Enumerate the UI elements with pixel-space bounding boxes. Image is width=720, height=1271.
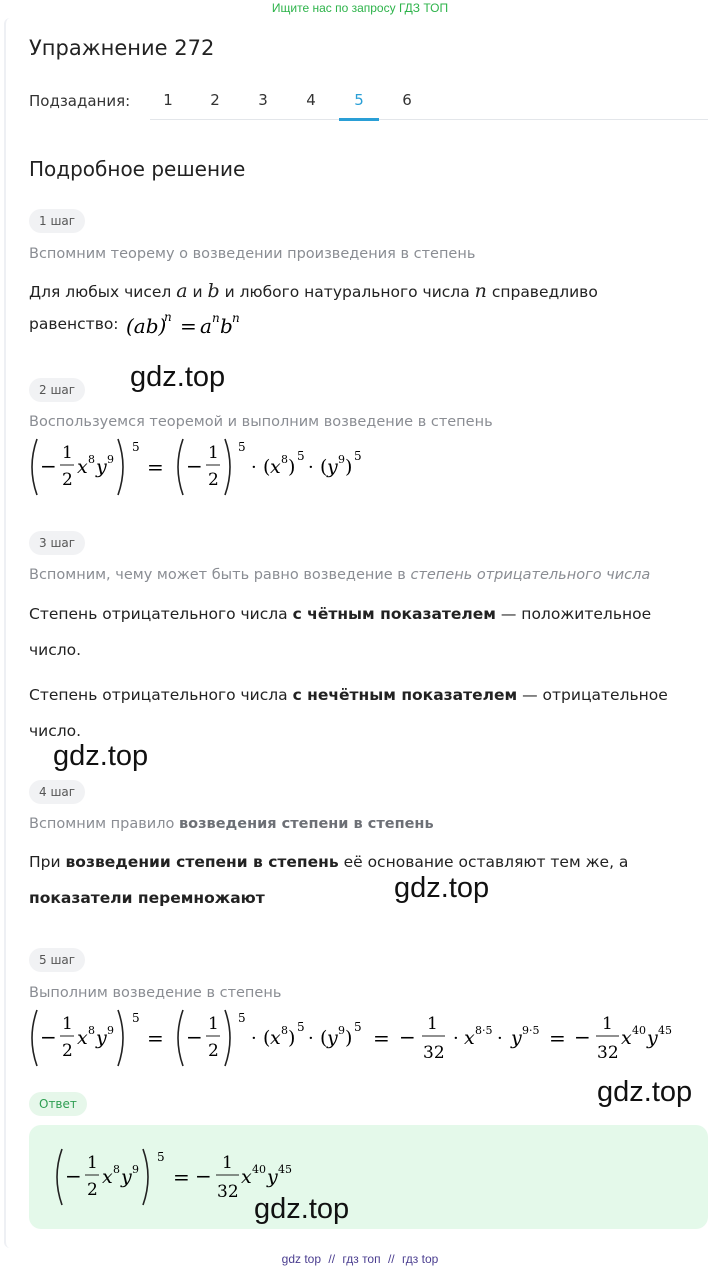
svg-text:): ) xyxy=(288,1027,296,1049)
svg-text:a: a xyxy=(200,314,212,338)
step-3-text-part: — отрицательное xyxy=(517,686,668,704)
svg-text:9: 9 xyxy=(107,1024,114,1037)
svg-text:−: − xyxy=(399,1025,416,1049)
svg-text:x: x xyxy=(464,1027,475,1049)
step-3-text-part: — положительное xyxy=(495,605,652,623)
svg-text:·: · xyxy=(251,457,257,478)
step-1-text-part: Для любых чисел xyxy=(29,283,177,301)
svg-text:32: 32 xyxy=(597,1043,619,1063)
var-n: n xyxy=(474,280,487,302)
svg-text:y: y xyxy=(327,456,338,478)
svg-text:40: 40 xyxy=(252,1163,266,1176)
step-1-text-part: и xyxy=(187,283,208,301)
svg-text:n: n xyxy=(232,311,240,325)
step-3-hint xyxy=(29,567,650,583)
step-3-text-part: число. xyxy=(29,722,82,740)
svg-text:1: 1 xyxy=(208,1014,219,1034)
step-3-hint-italic: степень отрицательного числа xyxy=(410,567,651,583)
svg-text:y: y xyxy=(96,456,107,478)
svg-text:·: · xyxy=(308,457,314,478)
step-2-formula xyxy=(27,433,397,501)
svg-text:5: 5 xyxy=(354,1020,362,1034)
svg-text:=: = xyxy=(180,314,197,338)
svg-text:1: 1 xyxy=(87,1153,98,1173)
svg-text:(: ( xyxy=(263,456,271,478)
step-4-bold: возведении степени в степень xyxy=(65,853,339,871)
watermark: gdz.top xyxy=(254,1193,350,1225)
svg-text:2: 2 xyxy=(208,470,219,490)
svg-text:=: = xyxy=(147,1026,164,1050)
svg-text:32: 32 xyxy=(217,1182,239,1202)
svg-text:−: − xyxy=(186,454,203,478)
subtasks-label: Подзадания: xyxy=(29,92,131,110)
svg-text:y: y xyxy=(267,1166,278,1188)
svg-text:5: 5 xyxy=(132,440,140,454)
svg-text:1: 1 xyxy=(62,1014,73,1034)
step-4-paragraph xyxy=(29,844,689,916)
step-3-hint-text: Вспомним, чему может быть равно возведение в xyxy=(29,567,411,583)
step-4-hint-bold: возведения степени в степень xyxy=(178,816,434,832)
step-1-text-part: справедливо xyxy=(486,283,598,301)
footer-link-3[interactable]: гдз top xyxy=(401,1252,439,1266)
step-1-text-part: равенство: xyxy=(29,315,119,333)
svg-text:·: · xyxy=(251,1028,257,1049)
svg-text:=: = xyxy=(549,1026,566,1050)
step-3-text-part: число. xyxy=(29,641,82,659)
svg-text:9: 9 xyxy=(107,453,114,466)
watermark: gdz.top xyxy=(394,872,490,904)
var-b: b xyxy=(207,280,220,302)
svg-text:·: · xyxy=(497,1028,503,1049)
watermark: gdz.top xyxy=(53,740,149,772)
tab-subtask-2[interactable]: 2 xyxy=(210,91,220,109)
svg-text:9·5: 9·5 xyxy=(522,1024,540,1037)
svg-text:): ) xyxy=(345,456,353,478)
svg-text:y: y xyxy=(647,1027,658,1049)
answer-badge: Ответ xyxy=(29,1092,87,1116)
svg-text:1: 1 xyxy=(208,443,219,463)
svg-text:=: = xyxy=(173,1165,190,1189)
footer-links xyxy=(0,1252,720,1266)
svg-text:·: · xyxy=(453,1028,459,1049)
step-3-bold: с чётным показателем xyxy=(292,605,496,623)
svg-text:y: y xyxy=(511,1027,522,1049)
svg-text:): ) xyxy=(288,456,296,478)
svg-text:x: x xyxy=(77,1027,88,1049)
svg-text:(: ( xyxy=(263,1027,271,1049)
svg-text:45: 45 xyxy=(658,1024,672,1037)
svg-text:x: x xyxy=(77,456,88,478)
svg-text:x: x xyxy=(621,1027,632,1049)
tab-subtask-6[interactable]: 6 xyxy=(402,91,412,109)
svg-text:1: 1 xyxy=(222,1153,233,1173)
svg-text:−: − xyxy=(40,454,57,478)
svg-text:5: 5 xyxy=(238,440,246,454)
step-5-hint: Выполним возведение в степень xyxy=(29,985,282,1001)
step-1-hint: Вспомним теорему о возведении произведения в степень xyxy=(29,246,476,262)
svg-text:=: = xyxy=(373,1026,390,1050)
step-3-paragraph-2 xyxy=(29,677,689,749)
svg-text:y: y xyxy=(327,1027,338,1049)
footer-separator: // xyxy=(387,1252,395,1266)
svg-text:2: 2 xyxy=(87,1180,98,1200)
svg-text:(: ( xyxy=(320,1027,328,1049)
svg-text:5: 5 xyxy=(297,449,305,463)
theorem-formula xyxy=(124,308,264,342)
svg-text:9: 9 xyxy=(338,1024,345,1037)
search-banner[interactable]: Ищите нас по запросу ГДЗ ТОП xyxy=(271,1,449,15)
tab-subtask-5-active[interactable]: 5 xyxy=(354,91,364,109)
svg-text:5: 5 xyxy=(157,1150,165,1164)
svg-text:5: 5 xyxy=(238,1011,246,1025)
subtasks-divider xyxy=(150,119,708,120)
step-4-badge: 4 шаг xyxy=(29,780,85,804)
svg-text:1: 1 xyxy=(62,443,73,463)
svg-text:8: 8 xyxy=(113,1163,120,1176)
svg-text:·: · xyxy=(308,1028,314,1049)
svg-text:5: 5 xyxy=(297,1020,305,1034)
step-3-bold: с нечётным показателем xyxy=(292,686,518,704)
watermark: gdz.top xyxy=(130,361,226,393)
svg-text:x: x xyxy=(241,1166,252,1188)
footer-link-1[interactable]: gdz top xyxy=(281,1252,322,1266)
svg-text:y: y xyxy=(96,1027,107,1049)
step-2-badge: 2 шаг xyxy=(29,378,85,402)
svg-text:−: − xyxy=(195,1164,212,1188)
svg-text:−: − xyxy=(65,1164,82,1188)
svg-text:40: 40 xyxy=(632,1024,646,1037)
svg-text:8·5: 8·5 xyxy=(475,1024,493,1037)
exercise-title: Упражнение 272 xyxy=(29,36,215,60)
svg-text:(: ( xyxy=(320,456,328,478)
step-5-badge: 5 шаг xyxy=(29,948,85,972)
step-4-bold: показатели перемножают xyxy=(29,889,265,907)
svg-text:−: − xyxy=(40,1025,57,1049)
step-3-badge: 3 шаг xyxy=(29,531,85,555)
svg-text:1: 1 xyxy=(427,1014,438,1034)
step-1-badge: 1 шаг xyxy=(29,209,85,233)
step-4-text-part: При xyxy=(29,853,66,871)
svg-text:2: 2 xyxy=(62,1041,73,1061)
section-title: Подробное решение xyxy=(29,157,246,181)
svg-text:8: 8 xyxy=(88,1024,95,1037)
svg-text:x: x xyxy=(270,456,281,478)
footer-link-2[interactable]: гдз топ xyxy=(342,1252,381,1266)
step-3-paragraph-1 xyxy=(29,596,689,668)
step-4-hint-text: Вспомним правило xyxy=(29,816,179,832)
svg-text:−: − xyxy=(574,1025,591,1049)
svg-text:=: = xyxy=(147,455,164,479)
svg-text:x: x xyxy=(270,1027,281,1049)
step-5-formula xyxy=(27,1004,687,1072)
svg-text:8: 8 xyxy=(281,1024,288,1037)
svg-text:1: 1 xyxy=(602,1014,613,1034)
svg-text:9: 9 xyxy=(132,1163,139,1176)
var-a: a xyxy=(176,280,188,302)
step-4-hint xyxy=(29,816,434,832)
tab-subtask-4[interactable]: 4 xyxy=(306,91,316,109)
svg-text:x: x xyxy=(102,1166,113,1188)
svg-text:45: 45 xyxy=(278,1163,292,1176)
svg-text:y: y xyxy=(121,1166,132,1188)
svg-text:2: 2 xyxy=(208,1041,219,1061)
svg-text:5: 5 xyxy=(132,1011,140,1025)
svg-text:n: n xyxy=(212,311,220,325)
step-3-text-part: Степень отрицательного числа xyxy=(29,605,293,623)
svg-text:): ) xyxy=(345,1027,353,1049)
svg-text:2: 2 xyxy=(62,470,73,490)
svg-text:9: 9 xyxy=(338,453,345,466)
step-2-hint: Воспользуемся теоремой и выполним возведение в степень xyxy=(29,414,493,430)
svg-text:5: 5 xyxy=(354,449,362,463)
svg-text:8: 8 xyxy=(281,453,288,466)
step-3-text-part: Степень отрицательного числа xyxy=(29,686,293,704)
footer-separator: // xyxy=(328,1252,336,1266)
watermark: gdz.top xyxy=(597,1076,693,1108)
svg-text:8: 8 xyxy=(88,453,95,466)
tab-subtask-1[interactable]: 1 xyxy=(163,91,173,109)
svg-text:(ab): (ab) xyxy=(126,314,167,338)
tab-subtask-3[interactable]: 3 xyxy=(258,91,268,109)
svg-text:n: n xyxy=(164,310,172,324)
svg-text:b: b xyxy=(220,314,233,338)
step-1-text-part: и любого натурального числа xyxy=(219,283,475,301)
svg-text:−: − xyxy=(186,1025,203,1049)
svg-text:32: 32 xyxy=(423,1043,445,1063)
active-tab-indicator xyxy=(339,118,379,121)
step-4-text-part: её основание оставляют тем же, а xyxy=(338,853,629,871)
